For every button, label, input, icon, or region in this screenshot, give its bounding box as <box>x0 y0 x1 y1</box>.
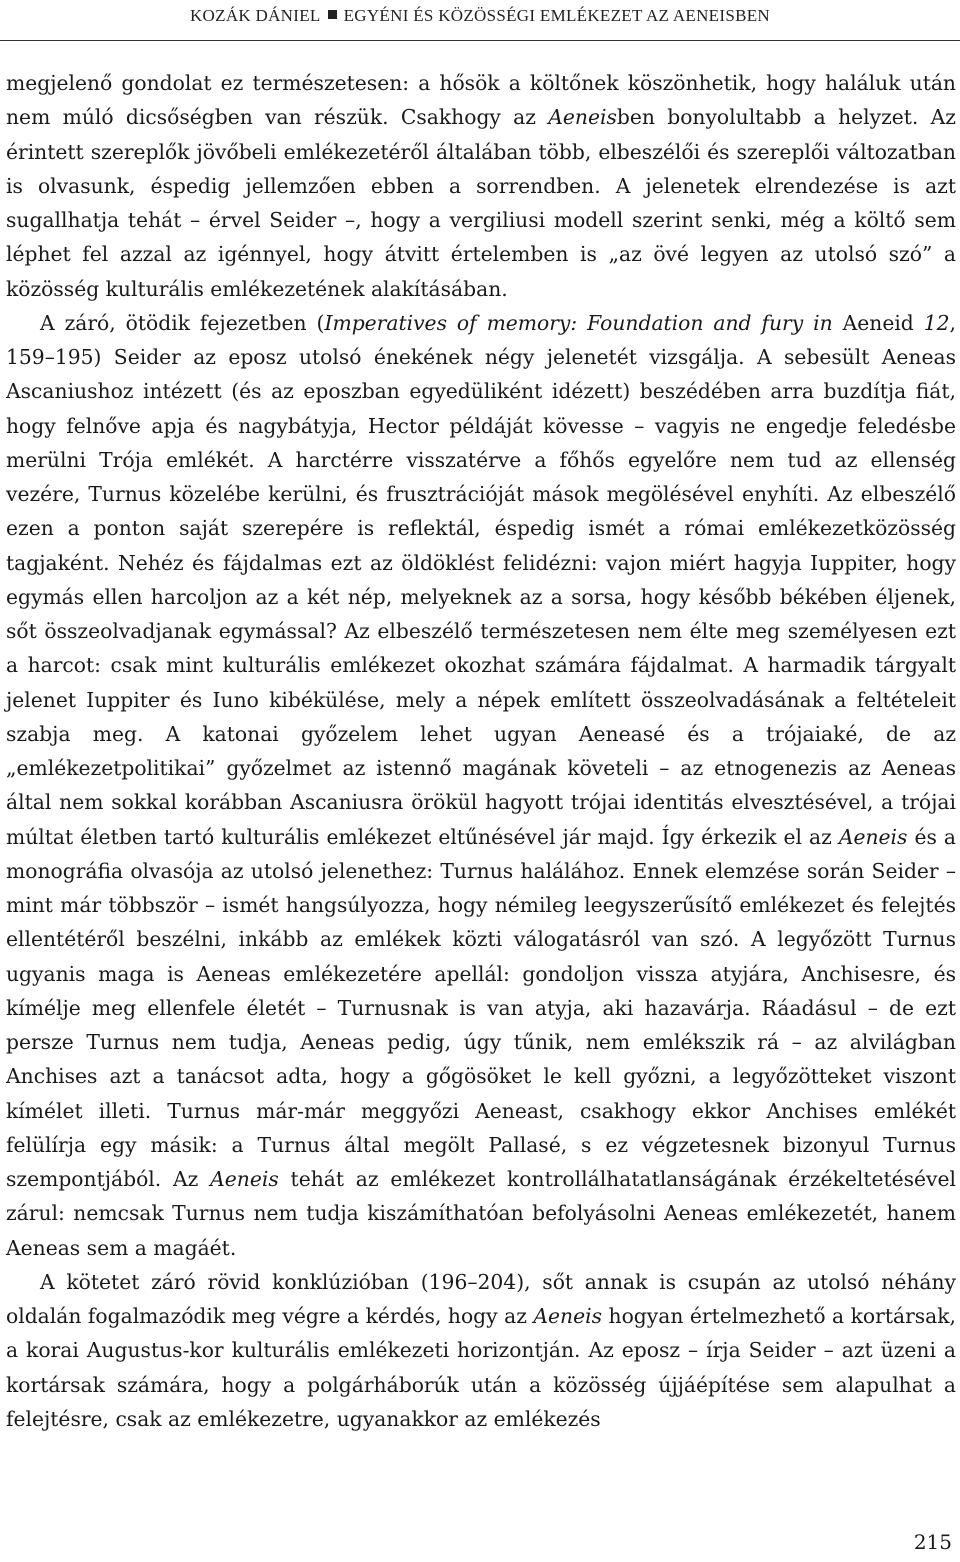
running-head <box>0 4 960 28</box>
text-run: és a monográfia olvasója az utolsó jelenethez: Turnus halálához. Ennek elemzése során Seider – mint már többször – ismét hangsúlyozza, hogy némileg leegyszerűsítő emlékezet és felejtés ellentétéről beszélni, inkább az emlékek közti válogatásról van szó. A legyőzött Turnus ugyanis maga is Aeneas emlékezetére apellál: gondoljon vissza atyjára, Anchisesre, és kímélje meg ellenfele életét – Turnusnak is van atyja, aki hazavárja. Ráadásul – de ezt persze Turnus nem tudja, Aeneas pedig, úgy tűnik, nem emlékszik rá – az alvilágban Anchises azt a tanácsot adta, hogy a gőgösöket le kell győzni, a legyőzötteket viszont kímélet illeti. Turnus már-már meggyőzi Aeneast, csakhogy ekkor Anchises emlékét felülírja egy másik: a Turnus által megölt Pallasé, s ez végzetesnek bizonyul Turnus szempontjából. Az <box>6 824 956 1191</box>
italic-run: Aeneis <box>210 1167 279 1191</box>
text-run: , 159–195) Seider az eposz utolsó énekének négy jelenetét vizsgálja. A sebesült Aeneas Ascaniushoz intézett (és az eposzban egyedüliként idézett) beszédében arra buzdítja fiát, hogy felnőve apja és nagybátyja, Hector példáját kövesse – vagyis ne engedje feledésbe merülni Trója emlékét. A harctérre visszatérve a főhős egyelőre nem tud az ellenség vezére, Turnus közelébe kerülni, és frusztrációját mások megölésével enyhíti. Az elbeszélő ezen a ponton saját szerepére is reflektál, éspedig ismét a római emlékezetközösség tagjaként. Nehéz és fájdalmas ezt az öldöklést felidézni: vajon miért hagyja Iuppiter, hogy egymás ellen harcoljon az a két nép, melyeknek az a sorsa, hogy később békében éljenek, sőt összeolvadjanak egymással? Az elbeszélő természetesen nem élte meg személyesen ezt a harcot: csak mint kulturális emlékezet okozhat számára fájdalmat. A harmadik tárgyalt jelenet Iuppiter és Iuno kibékülése, mely a népek említett összeolvadásának a feltételeit szabja meg. A katonai győzelem lehet ugyan Aeneasé és a trójaiaké, de az „emlékezetpolitikai” győzelmet az istennő magának követeli – az etnogenezis az Aeneas által nem sokkal korábban Ascaniusra örökül hagyott trójai identitás elvesztésével, a trójai múltat életben tartó kulturális emlékezet eltűnésével jár majd. Így érkezik el az <box>6 310 956 849</box>
body-text <box>6 66 956 1436</box>
text-run: tehát az emlékezet kontrollálhatatlanságának érzékeltetésével zárul: nemcsak Turnus nem tudja kiszámíthatóan befolyásolni Aeneas emlékezetét, hanem Aeneas sem a magáét. <box>6 1167 956 1260</box>
running-head-title: EGYÉNI ÉS KÖZÖSSÉGI EMLÉKEZET AZ AENEISBEN <box>343 6 770 25</box>
paragraph-2 <box>6 306 956 1265</box>
text-run: ben bonyolultabb a helyzet. Az érintett szereplők jövőbeli emlékezetéről általában több, elbeszélői és szereplői változatban is olvasunk, éspedig jellemzően ebben a sorrendben. A jelenetek elrendezése is azt sugallhatja tehát – érvel Seider –, hogy a vergiliusi modell szerint senki, még a költő sem léphet fel azzal az igénnyel, hogy átvitt értelemben is „az övé legyen az utolsó szó” a közösség kulturális emlékezetének alakításában. <box>6 105 956 301</box>
running-head-author: KOZÁK DÁNIEL <box>189 6 321 25</box>
text-run: hogyan értelmezhető a kortársak, a korai Augustus-kor kulturális emlékezeti horizontján. Az eposz – írja Seider – azt üzeni a kortársak számára, hogy a polgárháborúk után a közösség újjáépítése sem alapulhat a felejtésre, csak az emlékezetre, ugyanakkor az emlékezés <box>6 1304 957 1431</box>
paragraph-3 <box>6 1265 956 1436</box>
text-run: Aeneid <box>832 310 924 335</box>
paragraph-1 <box>6 66 956 306</box>
page-number: 215 <box>913 1530 952 1554</box>
italic-run: Aeneis <box>548 105 617 130</box>
italic-run: Imperatives of memory: Foundation and fury in <box>324 310 833 335</box>
italic-run: 12 <box>923 310 950 335</box>
header-rule <box>0 40 960 41</box>
italic-run: Aeneis <box>533 1304 603 1328</box>
running-head-separator-square <box>328 10 337 19</box>
text-run: A záró, ötödik fejezetben ( <box>40 310 325 335</box>
italic-run: Aeneis <box>838 824 908 849</box>
text-run: A kötetet záró rövid konklúzióban (196–204), sőt annak is csupán az utolsó néhány oldalán fogalmazódik meg végre a kérdés, hogy az <box>6 1269 956 1328</box>
text-run: megjelenő gondolat ez természetesen: a hősök a költőnek köszönhetik, hogy haláluk után nem múló dicsőségben van részük. Csakhogy az <box>6 71 956 130</box>
